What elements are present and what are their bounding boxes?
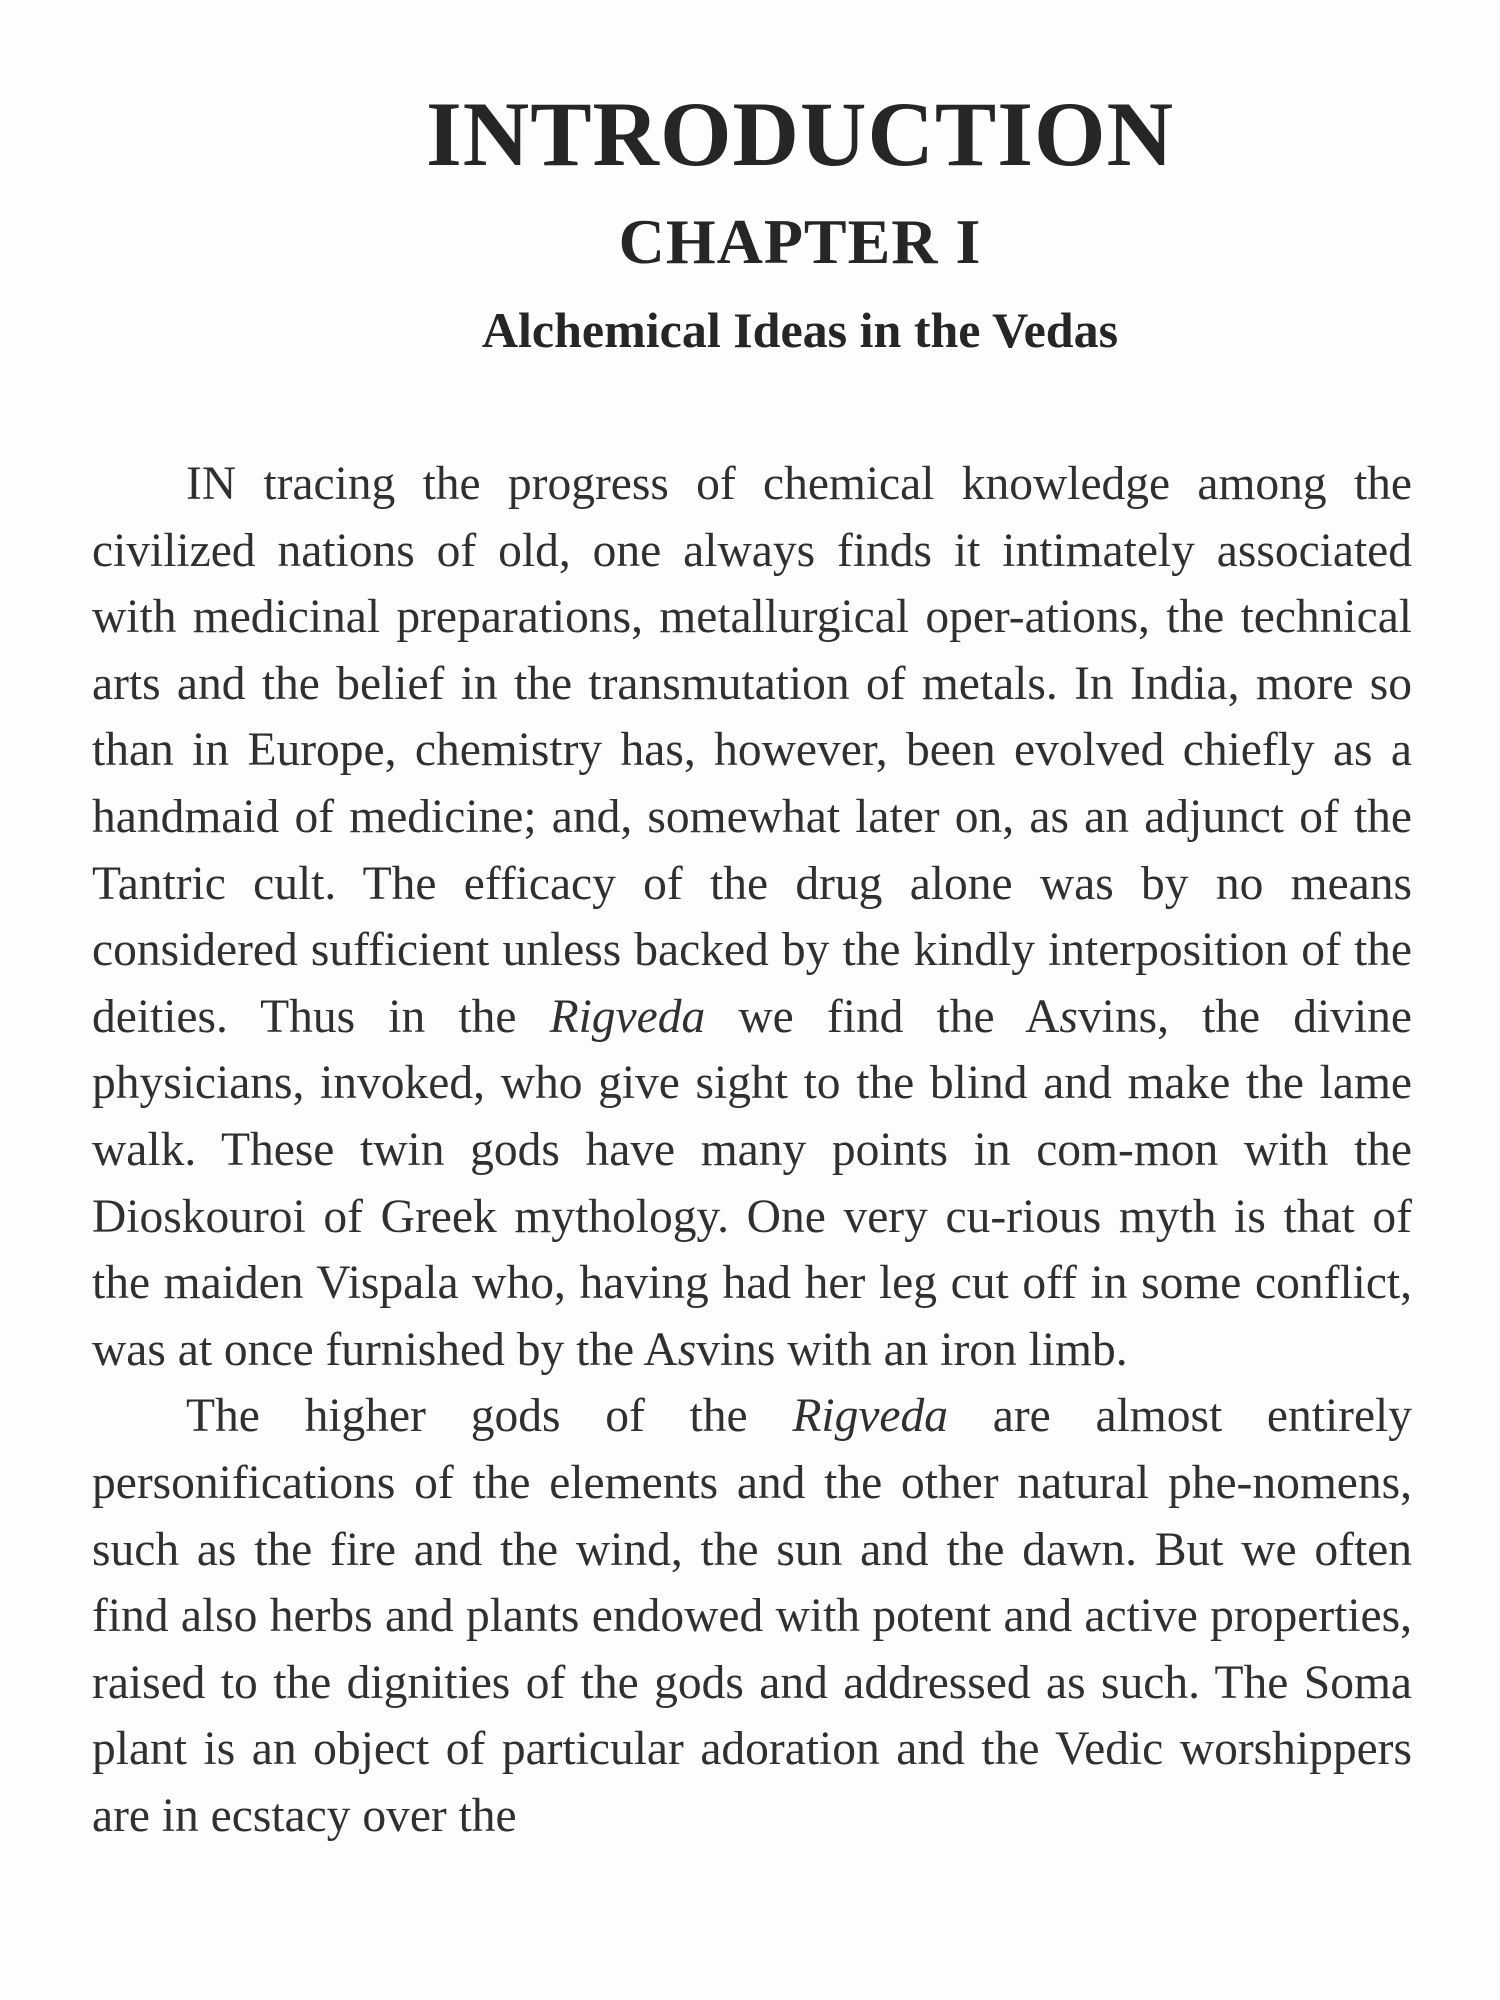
italic-text: s bbox=[1059, 990, 1078, 1043]
body-text bbox=[92, 451, 1412, 1849]
text-run: are almost entirely personifications of the elements and the other natural phe-nomens, such as the fire and the wind, the sun and the dawn. But we often find also herbs and plants endowed with potent and active properties, raised to the dignities of the gods and addressed as such. The Soma plant is an object of particular adoration and the Vedic worshippers are in ecstacy over the bbox=[92, 1390, 1413, 1842]
chapter-title: CHAPTER I bbox=[618, 206, 982, 277]
text-run: The higher gods of the bbox=[186, 1390, 793, 1443]
italic-text: Rigveda bbox=[792, 1390, 948, 1443]
paragraph-2 bbox=[92, 1383, 1412, 1849]
section-title: INTRODUCTION bbox=[425, 83, 1175, 185]
italic-text: Rigveda bbox=[549, 990, 706, 1043]
text-run: IN tracing the progress of chemical knowledge among the civilized nations of old, one always finds it intimately associated with medicinal preparations, metallurgical oper-ations, the technical arts and the belief in the transmutation of metals. In India, more so than in Europe, chemistry has, however, been evolved chiefly as a handmaid of medicine; and, somewhat later on, as an adjunct of the Tantric cult. The efficacy of the drug alone was by no means considered sufficient unless backed by the kindly interposition of the deities. Thus in the bbox=[92, 458, 1412, 1043]
text-run: we find the A bbox=[705, 990, 1060, 1043]
chapter-subtitle: Alchemical Ideas in the Vedas bbox=[481, 302, 1119, 358]
text-run: vins with an iron limb. bbox=[696, 1323, 1128, 1376]
text-run: vins, the divine physicians, invoked, who give sight to the blind and make the lame walk. These twin gods have many points in com-mon with the Dioskouroi of Greek mythology. One very cu-rious myth is that of the maiden Vispala who, having had her leg cut off in some conflict, was at once furnished by the A bbox=[92, 990, 1412, 1376]
paragraph-1 bbox=[92, 451, 1412, 1383]
italic-text: s bbox=[677, 1323, 697, 1376]
